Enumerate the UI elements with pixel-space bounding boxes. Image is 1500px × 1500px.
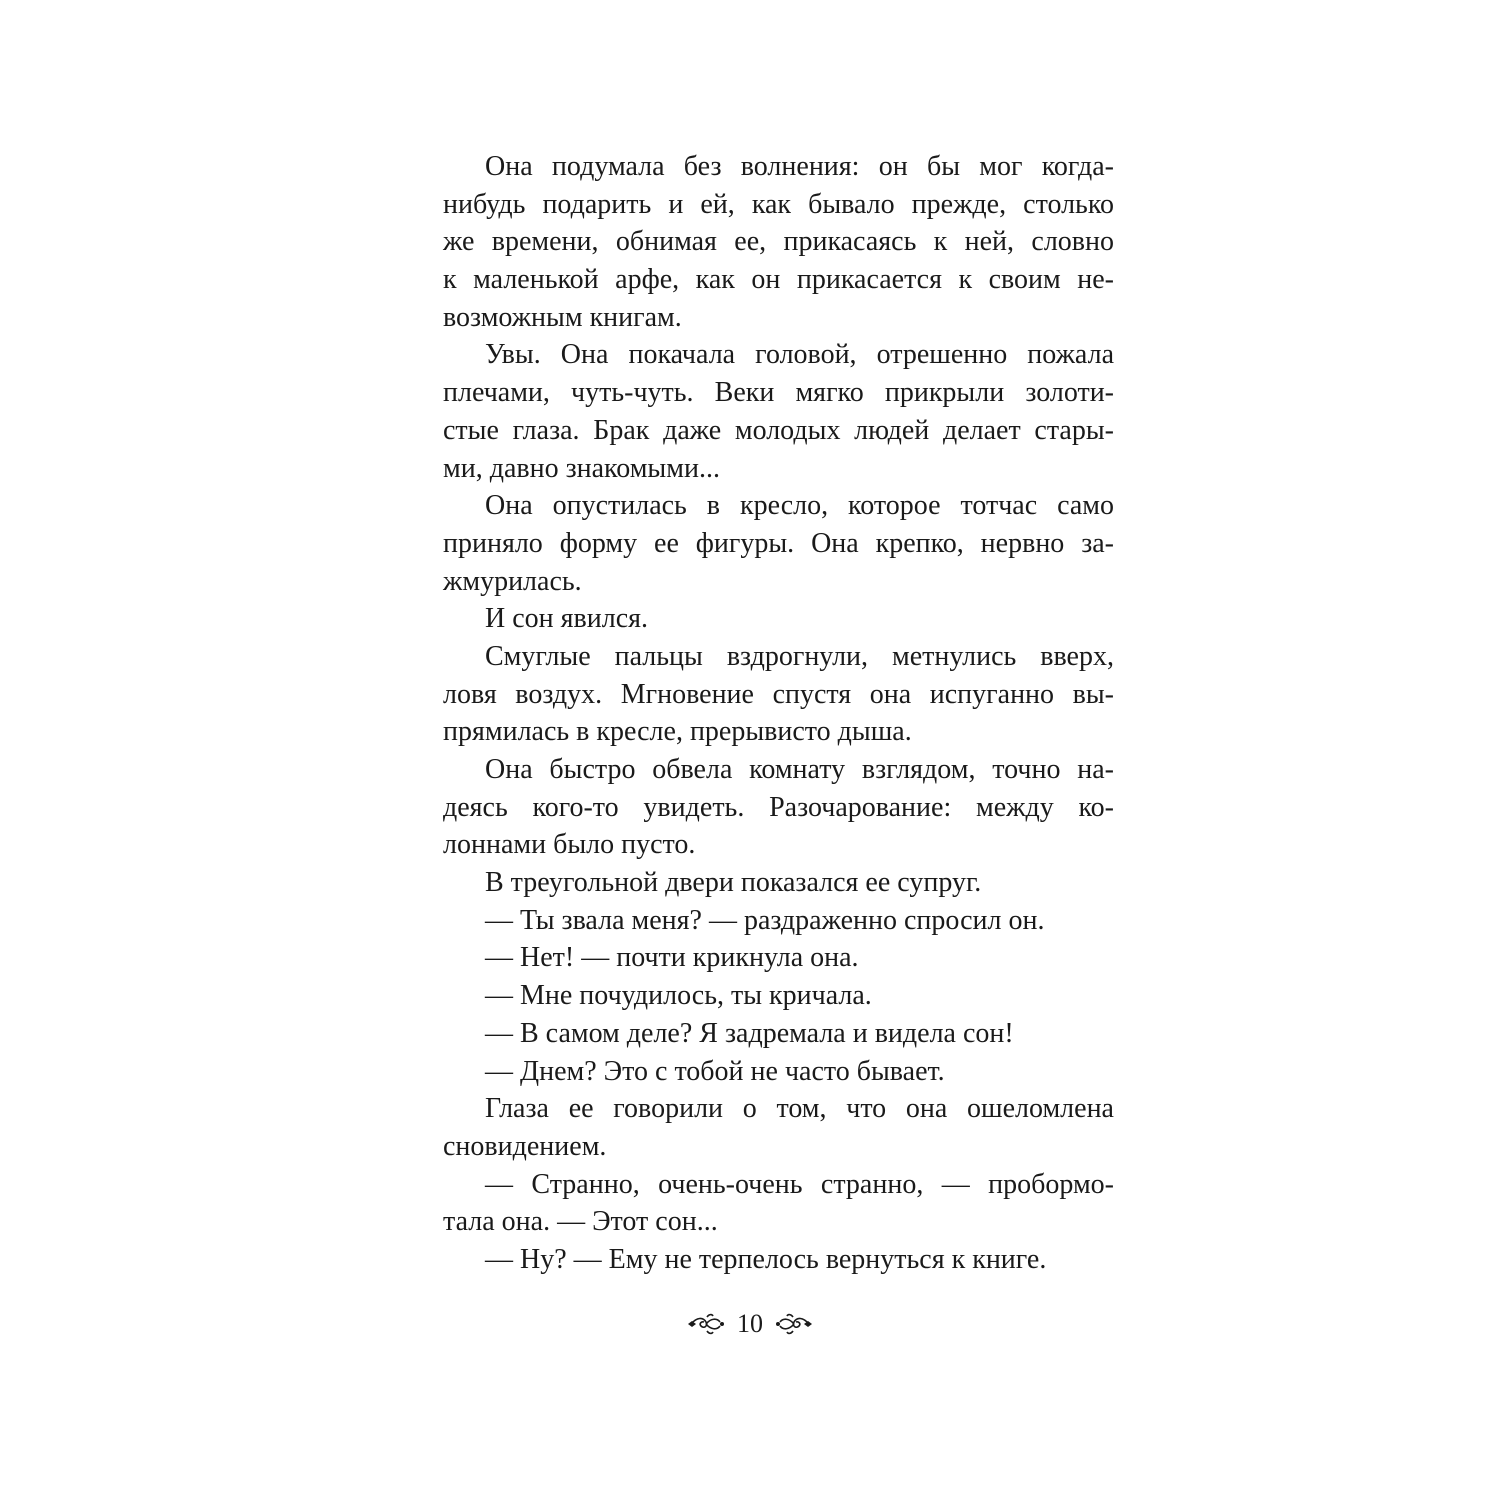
text-line: Увы. Она покачала головой, отрешенно пожала xyxy=(485,339,1114,371)
text-line: ми, давно знакомыми... xyxy=(443,452,720,484)
text-line: Она подумала без волнения: он бы мог когда- xyxy=(485,151,1114,182)
text-line: Глаза ее говорили о том, что она ошеломлена xyxy=(485,1093,1114,1125)
text-line: — Странно, очень-очень странно, — пробормо- xyxy=(485,1168,1114,1200)
text-line: прямилась в кресле, прерывисто дыша. xyxy=(443,716,912,748)
text-line: И сон явился. xyxy=(485,603,648,635)
body-text xyxy=(443,148,1114,1279)
text-line: приняло форму ее фигуры. Она крепко, нервно за- xyxy=(443,527,1114,559)
text-line: ловя воздух. Мгновение спустя она испуганно вы- xyxy=(443,678,1114,710)
fleuron-left-icon xyxy=(687,1309,725,1339)
text-line: тала она. — Этот сон... xyxy=(443,1206,718,1238)
text-line: — Мне почудилось, ты кричала. xyxy=(485,980,872,1012)
text-line: Она опустилась в кресло, которое тотчас само xyxy=(485,490,1114,522)
text-line: стые глаза. Брак даже молодых людей делает стары- xyxy=(443,414,1114,446)
text-line: В треугольной двери показался ее супруг. xyxy=(485,867,982,899)
text-line: жмурилась. xyxy=(443,565,582,597)
text-line: деясь кого-то увидеть. Разочарование: между ко- xyxy=(443,791,1114,823)
page-footer xyxy=(0,1304,1500,1344)
text-line: — Ну? — Ему не терпелось вернуться к книге. xyxy=(485,1243,1047,1275)
text-line: сновидением. xyxy=(443,1130,607,1162)
text-line: к маленькой арфе, как он прикасается к своим не- xyxy=(443,264,1114,296)
text-line: — Ты звала меня? — раздраженно спросил он. xyxy=(485,904,1045,936)
text-line: лоннами было пусто. xyxy=(443,829,696,861)
text-line: — Днем? Это с тобой не часто бывает. xyxy=(485,1055,945,1087)
text-line: нибудь подарить и ей, как бывало прежде, столько xyxy=(443,188,1114,220)
fleuron-right-icon xyxy=(775,1309,813,1339)
text-line: плечами, чуть-чуть. Веки мягко прикрыли золоти- xyxy=(443,377,1114,409)
text-line: же времени, обнимая ее, прикасаясь к ней, словно xyxy=(443,226,1114,258)
text-line: возможным книгам. xyxy=(443,301,682,333)
page-number: 10 xyxy=(737,1309,763,1338)
text-line: — В самом деле? Я задремала и видела сон! xyxy=(485,1017,1014,1049)
text-line: Смуглые пальцы вздрогнули, метнулись вверх, xyxy=(485,640,1114,672)
text-line: — Нет! — почти крикнула она. xyxy=(485,942,859,974)
text-line: Она быстро обвела комнату взглядом, точно на- xyxy=(485,754,1114,785)
